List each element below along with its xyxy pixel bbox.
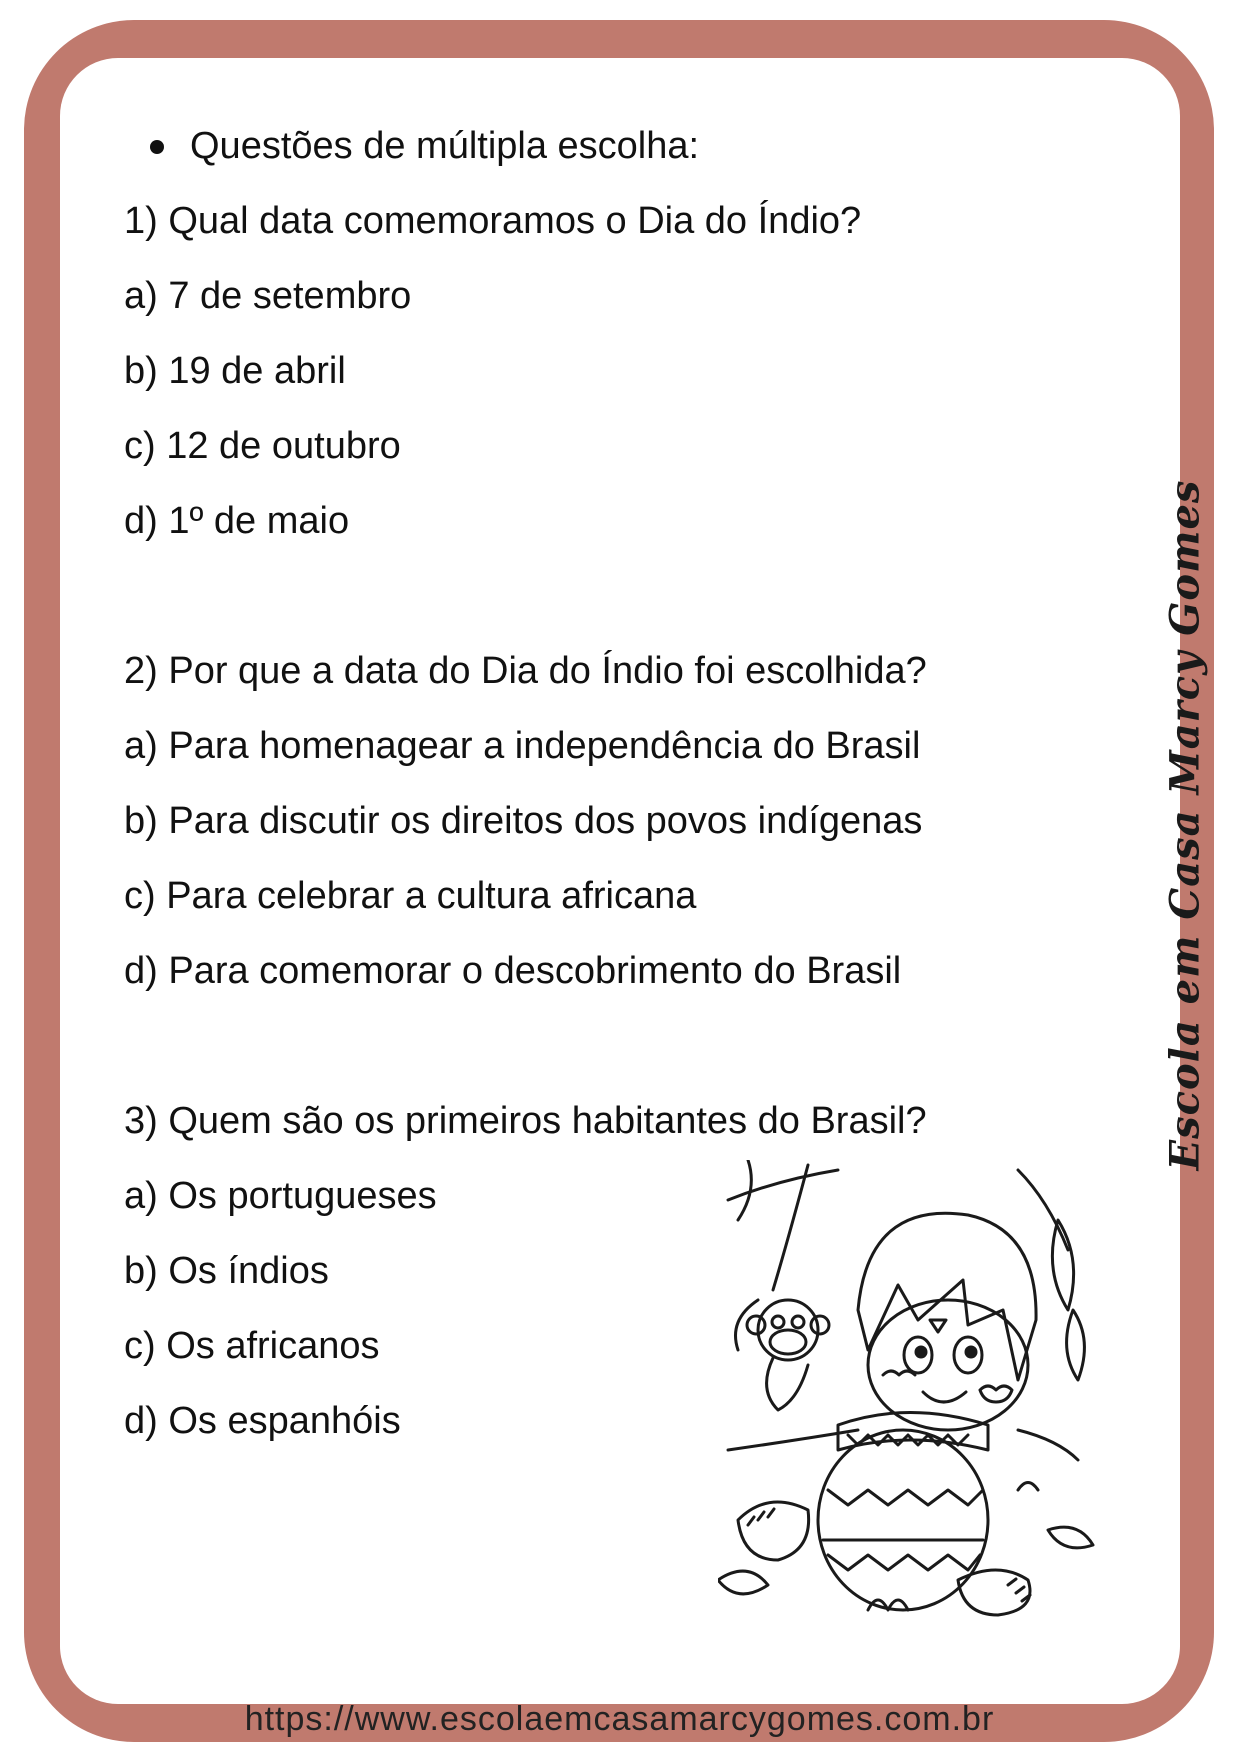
indigenous-child-illustration [718,1160,1098,1630]
question-1-option-a: a) 7 de setembro [124,275,412,317]
bullet-icon [150,140,164,154]
question-3-option-b: b) Os índios [124,1250,329,1292]
question-3: 3) Quem são os primeiros habitantes do Brasil? [124,1100,927,1142]
question-2-option-a: a) Para homenagear a independência do Brasil [124,725,921,767]
question-1-option-b: b) 19 de abril [124,350,346,392]
footer-url[interactable]: https://www.escolaemcasamarcygomes.com.br [244,1700,995,1738]
question-2-option-c: c) Para celebrar a cultura africana [124,875,697,917]
section-heading [150,125,699,168]
side-watermark-title: Escola em Casa Marcy Gomes [1161,479,1209,1171]
question-2-option-b: b) Para discutir os direitos dos povos indígenas [124,800,923,842]
question-2-option-d: d) Para comemorar o descobrimento do Brasil [124,950,902,992]
question-1-option-c: c) 12 de outubro [124,425,401,467]
question-3-option-d: d) Os espanhóis [124,1400,401,1442]
question-3-option-c: c) Os africanos [124,1325,380,1367]
question-3-option-a: a) Os portugueses [124,1175,437,1217]
heading-text: Questões de múltipla escolha: [190,125,700,167]
question-2: 2) Por que a data do Dia do Índio foi escolhida? [124,650,927,692]
question-1: 1) Qual data comemoramos o Dia do Índio? [124,200,862,242]
question-1-option-d: d) 1º de maio [124,500,350,542]
